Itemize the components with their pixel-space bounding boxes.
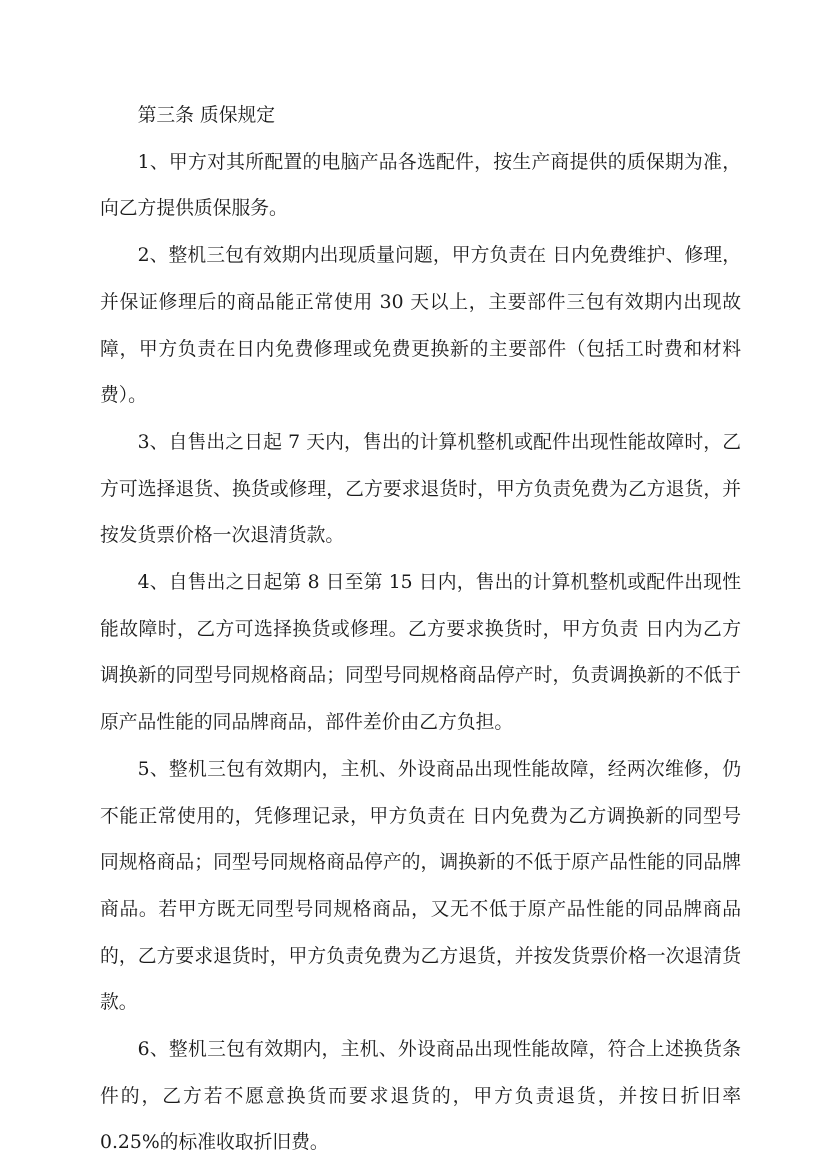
section-heading: 第三条 质保规定: [137, 105, 276, 126]
clause-6: 6、整机三包有效期内，主机、外设商品出现性能故障，符合上述换货条件的，乙方若不愿意换货而要求退货的，甲方负责退货，并按日折旧率 0.25%的标准收取折旧费。: [100, 1039, 741, 1154]
clause-4: 4、自售出之日起第 8 日至第 15 日内，售出的计算机整机或配件出现性能故障时，乙方可选择换货或修理。乙方要求换货时，甲方负责 日内为乙方调换新的同型号同规格商品；同型号同规格商品停产时，负责调换新的不低于原产品性能的同品牌商品，部件差价由乙方负担。: [100, 572, 741, 734]
clause-3: 3、自售出之日起 7 天内，售出的计算机整机或配件出现性能故障时，乙方可选择退货、换货或修理，乙方要求退货时，甲方负责免费为乙方退货，并按发货票价格一次退清货款。: [100, 431, 741, 547]
clause-2: 2、整机三包有效期内出现质量问题，甲方负责在 日内免费维护、修理，并保证修理后的商品能正常使用 30 天以上，主要部件三包有效期内出现故障，甲方负责在日内免费修理或免费更换新的主要部件（包括工时费和材料费）。: [100, 245, 741, 407]
clause-5: 5、整机三包有效期内，主机、外设商品出现性能故障，经两次维修，仍不能正常使用的，凭修理记录，甲方负责在 日内免费为乙方调换新的同型号同规格商品；同型号同规格商品停产的，调换新的不低于原产品性能的同品牌商品。若甲方既无同型号同规格商品，又无不低于原产品性能的同品牌商品的，乙方要求退货时，甲方负责免费为乙方退货，并按发货票价格一次退清货款。: [100, 758, 741, 1014]
document-page: [100, 93, 741, 1167]
clause-1: 1、甲方对其所配置的电脑产品各选配件，按生产商提供的质保期为准，向乙方提供质保服务。: [100, 151, 741, 220]
